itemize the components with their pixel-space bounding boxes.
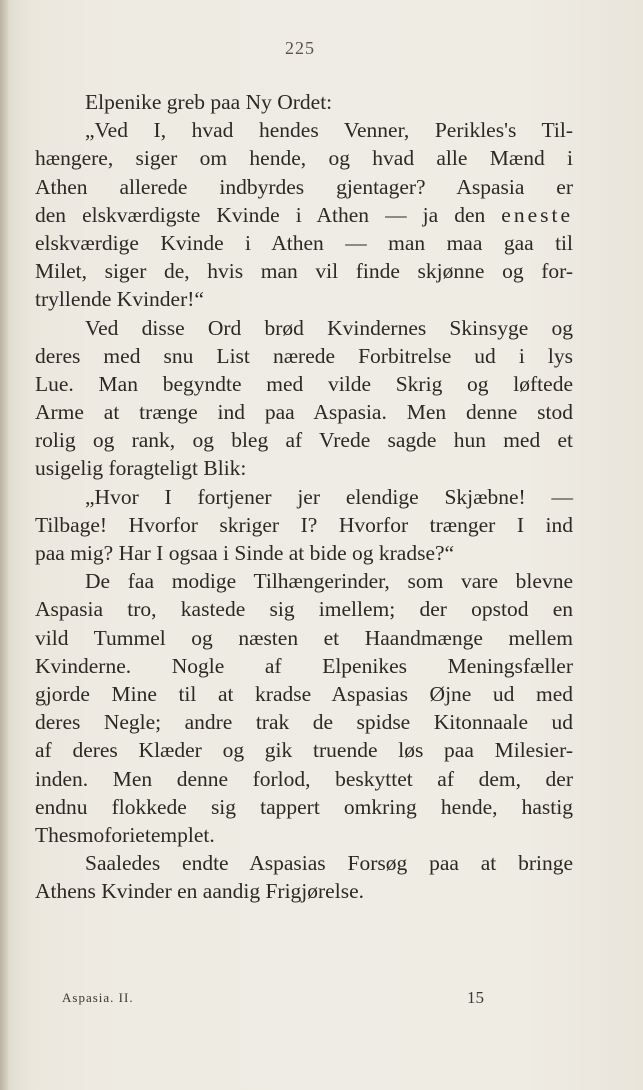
- text-line: Milet, siger de, hvis man vil finde skjønne og for-: [35, 259, 573, 284]
- text-line: „Hvor I fortjener jer elendige Skjæbne! —: [85, 484, 573, 509]
- text-line: Tilbage! Hvorfor skriger I? Hvorfor trænger I ind: [35, 512, 573, 537]
- paragraph: [35, 567, 573, 849]
- text-line: usigelig foragteligt Blik:: [35, 456, 247, 481]
- footer-book-title: Aspasia. II.: [62, 990, 134, 1005]
- text-line: De faa modige Tilhængerinder, som vare blevne: [85, 569, 573, 594]
- body-text: [35, 88, 573, 905]
- text-line: af deres Klæder og gik truende løs paa Milesier-: [35, 738, 573, 763]
- text-line: Lue. Man begyndte med vilde Skrig og løftede: [35, 371, 573, 396]
- text-line: Kvinderne. Nogle af Elpenikes Meningsfæller: [35, 653, 573, 678]
- paragraph: [35, 483, 573, 568]
- text-line: Ved disse Ord brød Kvindernes Skinsyge og: [85, 315, 573, 340]
- page-binding-edge: [0, 0, 8, 1090]
- text-line: vild Tummel og næsten et Haandmænge mellem: [35, 625, 573, 650]
- paragraph: [35, 88, 573, 116]
- text-line: Saaledes endte Aspasias Forsøg paa at bringe: [85, 851, 573, 876]
- text-line: Thesmoforietemplet.: [35, 822, 215, 847]
- text-line: elskværdige Kvinde i Athen — man maa gaa til: [35, 230, 573, 255]
- text-run: den elskværdigste Kvinde i Athen — ja den: [35, 202, 502, 227]
- emphasized-word: eneste: [501, 202, 573, 227]
- text-line: [35, 201, 573, 229]
- page-footer: [0, 988, 643, 1012]
- text-line: paa mig? Har I ogsaa i Sinde at bide og kradse?“: [35, 541, 455, 565]
- text-line: Aspasia tro, kastede sig imellem; der opstod en: [35, 597, 573, 622]
- paragraph: [35, 314, 573, 483]
- text-line: endnu flokkede sig tappert omkring hende, hastig: [35, 794, 573, 819]
- text-line: hængere, siger om hende, og hvad alle Mænd i: [35, 146, 573, 171]
- text-line: rolig og rank, og bleg af Vrede sagde hun med et: [35, 428, 573, 453]
- text-line: Arme at trænge ind paa Aspasia. Men denne stod: [35, 400, 573, 425]
- text-line: „Ved I, hvad hendes Venner, Perikles's Til-: [85, 118, 573, 143]
- page-number: 225: [285, 38, 315, 58]
- text-line: inden. Men denne forlod, beskyttet af dem, der: [35, 766, 573, 791]
- paragraph: [35, 116, 573, 313]
- paragraph: [35, 849, 573, 905]
- text-line: gjorde Mine til at kradse Aspasias Øjne ud med: [35, 681, 573, 706]
- text-line: deres med snu List nærede Forbitrelse ud i lys: [35, 343, 573, 368]
- text-line: Elpenike greb paa Ny Ordet:: [85, 90, 333, 114]
- signature-mark: 15: [467, 988, 484, 1007]
- text-line: Athens Kvinder en aandig Frigjørelse.: [35, 879, 364, 904]
- text-line: tryllende Kvinder!“: [35, 287, 204, 312]
- text-line: Athen allerede indbyrdes gjentager? Aspasia er: [35, 174, 573, 199]
- text-line: deres Negle; andre trak de spidse Kitonnaale ud: [35, 710, 573, 735]
